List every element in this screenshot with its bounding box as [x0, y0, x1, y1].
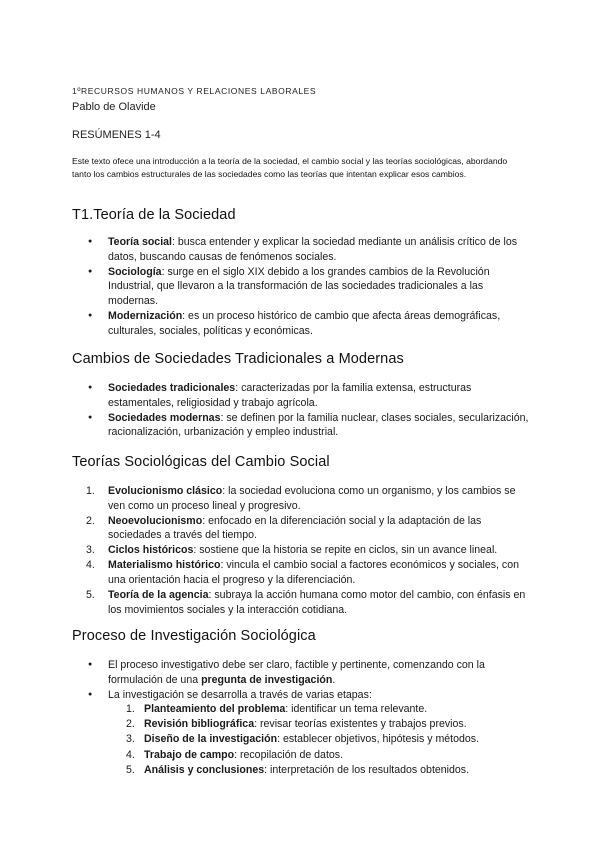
list-item-text: : se definen por la familia nuclear, clases sociales, secularización, racionalización, urbanización y empleo industrial. [108, 411, 529, 439]
list-item [72, 543, 532, 558]
list-item-term: Neoevolucionismo [108, 514, 203, 527]
list-item-number: 4. [126, 748, 135, 761]
list-item-term: Planteamiento del problema [144, 703, 286, 716]
list-proceso-investigacion [72, 658, 532, 778]
list-item [72, 588, 532, 617]
list-item [72, 558, 532, 587]
list-item-text: La investigación se desarrolla a través de varias etapas: [108, 688, 372, 701]
list-item-term: Diseño de la investigación [144, 733, 278, 746]
list-item-number: 4. [86, 559, 95, 572]
sublist-etapas [108, 702, 532, 777]
section-heading-teorias-cambio: Teorías Sociológicas del Cambio Social [72, 454, 330, 470]
document-title: RESÚMENES 1-4 [72, 129, 161, 141]
list-item-term: Teoría de la agencia [108, 589, 209, 602]
list-item [108, 748, 532, 763]
list-item-text: El proceso investigativo debe ser claro, factible y pertinente, comenzando con la formulación de una [108, 659, 485, 686]
list-item-term: Materialismo histórico [108, 559, 221, 572]
list-item-text: : enfocado en la diferenciación social y la adaptación de las sociedades a través del tiempo. [108, 514, 482, 542]
list-item [108, 763, 532, 778]
list-item [72, 265, 532, 309]
list-teorias-cambio [72, 484, 532, 618]
list-item-text: : sostiene que la historia se repite en ciclos, sin un avance lineal. [193, 544, 498, 557]
list-item-text: . [332, 673, 336, 686]
list-item-text: : es un proceso histórico de cambio que afecta áreas demográficas, culturales, sociales, políticas y económicas. [108, 309, 501, 337]
list-item-number: 3. [126, 733, 135, 746]
list-item-text: : subraya la acción humana como motor del cambio, con énfasis en los movimientos sociales y la interacción cotidiana. [108, 589, 526, 616]
list-item-term: Trabajo de campo [144, 748, 235, 761]
list-item [72, 514, 532, 543]
list-item-text: : identificar un tema relevante. [285, 703, 428, 716]
list-item [108, 717, 532, 732]
list-item [108, 702, 532, 717]
list-item-text: : revisar teorías existentes y trabajos previos. [254, 718, 467, 731]
list-item-text: : vincula el cambio social a factores económicos y sociales, con una orientación hacia el progreso y la diferenciación. [108, 559, 519, 587]
list-item-number: 1. [86, 485, 95, 497]
list-item-text: : recopilación de datos. [234, 748, 344, 761]
list-item [72, 484, 532, 513]
list-item [72, 688, 532, 778]
list-item-term: pregunta de investigación [201, 673, 333, 686]
section-heading-teoria-sociedad: T1.Teoría de la Sociedad [72, 207, 236, 223]
list-item-term: Sociedades modernas [108, 411, 221, 424]
list-item [72, 235, 532, 264]
list-item-number: 3. [86, 544, 95, 557]
university-name: Pablo de Olavide [72, 101, 156, 113]
course-title: 1ºRECURSOS HUMANOS Y RELACIONES LABORALES [72, 86, 317, 96]
list-item-text: : caracterizadas por la familia extensa, estructuras estamentales, religiosidad y trabajo agrícola. [108, 382, 472, 409]
list-item [72, 658, 532, 687]
list-cambios-sociedades [72, 381, 532, 440]
list-item-number: 5. [126, 763, 135, 776]
list-item-text: : surge en el siglo XIX debido a los grandes cambios de la Revolución Industrial, que llevaron a la transformación de las sociedades tradicionales a las modernas. [108, 265, 490, 307]
list-item-term: Teoría social [108, 236, 172, 248]
list-item [72, 309, 532, 338]
section-heading-proceso-investigacion: Proceso de Investigación Sociológica [72, 628, 316, 644]
list-item-term: Modernización [108, 309, 183, 322]
list-item-term: Revisión bibliográfica [144, 718, 255, 731]
list-item-term: Análisis y conclusiones [144, 763, 265, 776]
list-item-term: Ciclos históricos [108, 544, 194, 557]
list-item-term: Sociología [108, 265, 162, 278]
list-item-text: : establecer objetivos, hipótesis y métodos. [277, 733, 480, 746]
section-heading-cambios-sociedades: Cambios de Sociedades Tradicionales a Modernas [72, 351, 404, 367]
list-teoria-sociedad [72, 235, 532, 339]
list-item-text: : la sociedad evoluciona como un organismo, y los cambios se ven como un proceso lineal y progresivo. [108, 485, 516, 512]
list-item-number: 2. [126, 718, 135, 731]
list-item [72, 411, 532, 440]
list-item-number: 1. [126, 703, 135, 716]
list-item-term: Evolucionismo clásico [108, 485, 223, 497]
list-item-number: 2. [86, 514, 95, 527]
list-item [108, 732, 532, 747]
list-item-number: 5. [86, 589, 95, 602]
list-item [72, 381, 532, 410]
intro-paragraph: Este texto ofece una introducción a la teoría de la sociedad, el cambio social y las teorías sociológicas, abordando tanto los cambios estructurales de las sociedades como las teorías que intentan explicar esos cambios. [72, 156, 508, 179]
list-item-text: : interpretación de los resultados obtenidos. [264, 763, 470, 776]
list-item-text: : busca entender y explicar la sociedad mediante un análisis crítico de los datos, buscando causas de fenómenos sociales. [108, 236, 518, 263]
list-item-term: Sociedades tradicionales [108, 382, 236, 394]
